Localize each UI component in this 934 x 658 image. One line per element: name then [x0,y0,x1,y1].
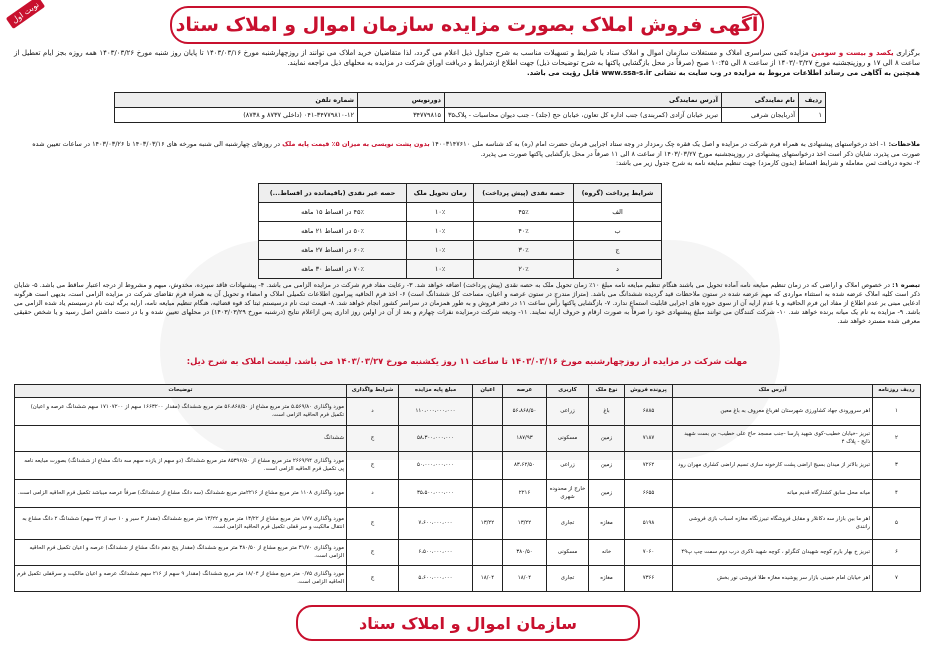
prop-cell: تبریز بالاتر از میدان بسیج اراضی پشت کارخونه سازی تسیم اراضی کشاری مهران رود [673,452,873,480]
prop-header: توضیحات [15,385,347,398]
terms-text: در خصوص املاک و اراضی که در زمان تنظیم مبایعه نامه آماده تحویل می باشند هنگام تنظیم مبایعه نامه مبلغ ۱۰٪ زمان تحویل ملک به حصه نقدی (پیش پرداخت) اضافه خواهد شد. ۳- رعایت مفاد فرم شرکت در مزایده الزامی می باشد. ۴- پیشنهادات فاقد سپرده، مخدوش، مبهم و مشروط از درجه اعتبار ساقط می باشد. ۵- شایان ذکر است کلیه املاک عرضه شده به استثناء مواردی که مهم عرضه شده در ستون ملاحظات قید گردیده ششدانگ می باشد. (متراژ مندرج در ستون عرصه و اعیان، مساحت کل ششدانگ است) ۶- اخذ فرم الحاقیه پیرامون اطلاعات تکمیلی املاک و امضاء و تحویل آن به همراه فرم تقاضای شرکت در مزایده الزامی است، بدیهی است هرگونه ادعایی مبنی بر عدم اطلاع از مفاد این فرم الحاقیه و یا عدم ارایه آن از سوی حوزه های اجرایی قابلیت استماع ندارد. ۷- بازگشایی پاکتها رأس ساعت ۱۱ در دفتر فروش و به طور همزمان در سراسر کشور انجام خواهد شد. ۸- قیمت ثبت نام درسیستم ثبتا کد قوه قضائیه، هنگام تنظیم مبایعه نامه، ارایه برگه ثبت نام درسیستم یاد شده الزامی می باشد. ۹- مزایده به نام یک میانه برنده خواهد شد. ۱۰- شرکت کنندگان می توانند مبلغ پیشنهادی خود را صرفاً به صورت ارقام و حروف ارایه نمایند. ۱۱- ودیعه شرکت درمزایده نفرات چهارم و بعد از آن در اولین روز اداری پس ازاعلام نتایج (درشنبه مورخ ۱۴۰۳/۰۳/۲۹) در محلهای تعیین شده و با در دست داشتن اصل رسید و یا شخص حقیقی معرفی شده مسترد خواهد شد. [14,281,920,325]
prop-cell: ۱۸/۰۴ [503,566,547,592]
prop-cell: مسکونی [547,540,589,566]
prop-cell: تبریز -خیابان خطیب-کوی شهید پارسا -جنب مسجد حاج علی خطیب- بن بست شهید ذابح - پلاک ۴ [673,426,873,452]
pay-cell: ۱۰٪ [407,241,474,260]
pay-cell: ۳۰٪ [474,241,574,260]
table-row [15,426,921,452]
pay-header: شرایط پرداخت (گروه) [574,184,662,203]
rep-header: نام نمایندگی [722,93,799,108]
prop-header: آدرس ملک [673,385,873,398]
pay-cell: ۲۰٪ [474,260,574,279]
prop-header: اعیان [473,385,503,398]
notes-section [14,140,920,169]
prop-cell: ۷۰۶۰ [625,540,673,566]
prop-cell [473,540,503,566]
intro-edition: یکصد و بیست و سومین [811,49,894,57]
pay-header: حصه نقدی (پیش پرداخت) [474,184,574,203]
prop-cell: ۵۸،۳۰۰،۰۰۰،۰۰۰ [399,426,473,452]
first-notice-stamp: نوبت اول [6,0,45,29]
prop-cell: ج [347,508,399,540]
pay-cell: ۷۰٪ در اقساط ۳۰ ماهه [259,260,407,279]
rep-cell: تبریز خیابان آزادی (کمربندی) جنب اداره کل تعاون، خیابان حج (جلد) - جنب دیوان محاسبات - پلاک۳۵ [445,108,722,123]
footer-org-name: سازمان اموال و املاک ستاد [296,605,640,641]
prop-cell: اهر ما بین بازار سه دکانلار و مقابل فروشگاه تبیرزنگاه مغازه اسباب بازی فروشی رانندی [673,508,873,540]
terms-paragraph [14,281,920,326]
prop-cell: ۵۱۹۸ [625,508,673,540]
prop-cell: مسکونی [547,426,589,452]
table-row [15,540,921,566]
prop-cell: د [347,398,399,426]
intro-paragraph [14,48,920,78]
prop-cell: ۳۸۰/۵۰ [503,540,547,566]
prop-cell: ۱۳/۲۲ [503,508,547,540]
prop-cell: ۱۳/۲۲ [473,508,503,540]
prop-cell: مغازه [589,566,625,592]
prop-cell: مورد واگذاری ۳۱/۷۰ متر مربع مشاع از ۳۸۰/۵۰ متر مربع ششدانگ (مقدار پنج دهم دانگ مشاع از ششدانگ) عرصه و اعیان تکمیل فرم الحاقیه الزامی است. [15,540,347,566]
pay-cell: ۵۰٪ در اقساط ۲۱ ماهه [259,222,407,241]
payment-terms-table [258,183,662,279]
prop-cell: ج [347,452,399,480]
table-row [259,203,662,222]
prop-cell: د [347,480,399,508]
prop-cell: مورد واگذاری ۱۱۰۸ متر مربع مشاع از ۲۲۱۶متر مربع ششدانگ (سه دانگ مشاع از ششدانگ) صرفاً عرصه میباشد تکمیل فرم الحاقیه الزامی است. [15,480,347,508]
prop-header: نوع ملک [589,385,625,398]
deadline-notice: مهلت شرکت در مزایده از روزچهارشنبه مورخ ۱۴۰۳/۰۳/۱۶ تا ساعت ۱۱ روز یکشنبه مورخ ۱۴۰۳/۰۳/۲۷ می باشد. لیست املاک به شرح ذیل: [186,356,748,366]
pay-cell: ۴۵٪ [474,203,574,222]
prop-cell: ۱۸/۰۴ [473,566,503,592]
prop-cell: خانه [589,540,625,566]
prop-cell: ۷ [873,566,921,592]
prop-header: ردیف روزنامه [873,385,921,398]
rep-cell: ۳۴۷۷۹۸۱۵ [358,108,445,123]
prop-cell: ۵ [873,508,921,540]
pay-cell: ۶۰٪ در اقساط ۲۷ ماهه [259,241,407,260]
table-row [259,222,662,241]
prop-cell [473,426,503,452]
prop-cell: ج [347,566,399,592]
prop-header: پرونده فروش [625,385,673,398]
page-title: آگهی فروش املاک بصورت مزایده سازمان اموال و املاک ستاد [170,6,764,44]
prop-cell: ۱۸۷/۹۳ [503,426,547,452]
prop-cell: مورد واگذاری ۵،۵۶۹/۸۰ متر مربع مشاع از ۵۶،۸۶۸/۵۰ متر مربع ششدانگ (مقدار ۱۶۶۳۲۰۰ سهم از ۱۷۱۰۷۲۰۰ سهم ششدانگ عرصه و اعیان) تکمیل فرم الحاقیه الزامی است. [15,398,347,426]
pay-cell: ۴۰٪ [474,222,574,241]
representatives-table [114,92,826,123]
prop-cell: ۶۸۸۵ [625,398,673,426]
table-row [115,108,826,123]
notes-label: ملاحظات: [888,140,920,148]
prop-cell: ۳ [873,452,921,480]
pay-cell: ب [574,222,662,241]
prop-cell: تجاری [547,508,589,540]
rep-cell: ۱ [799,108,826,123]
prop-cell: ج [347,540,399,566]
prop-cell: باغ [589,398,625,426]
prop-cell: ۱ [873,398,921,426]
prop-cell: زراعی [547,398,589,426]
pay-cell: د [574,260,662,279]
pay-cell: الف [574,203,662,222]
prop-cell: ۱۱۰،۰۰۰،۰۰۰،۰۰۰ [399,398,473,426]
rep-header: آدرس نمایندگی [445,93,722,108]
prop-cell: مورد واگذاری ۰/۷۵ متر مربع مشاع از ۱۸/۰۴ متر مربع ششدانگ (مقدار ۹ سهم از ۲۱۶ سهم ششدانگ عرصه و اعیان مالکیت و سرقفلی تکمیل فرم الحاقیه الزامی است. [15,566,347,592]
prop-cell: زراعی [547,452,589,480]
prop-cell: ۸۳،۶۲/۵۰ [503,452,547,480]
prop-cell [473,480,503,508]
prop-cell: تجاری [547,566,589,592]
prop-cell: ۷،۶۰۰،۰۰۰،۰۰۰ [399,508,473,540]
prop-cell: اهر سرورودی جهاد کشاورزی شهرستان اهرباغ معروف به باغ معین [673,398,873,426]
table-row [15,508,921,540]
rep-cell: آذربایجان شرقی [722,108,799,123]
prop-header: عرصه [503,385,547,398]
pay-header: زمان تحویل ملک [407,184,474,203]
prop-cell: زمین [589,426,625,452]
properties-table [14,384,921,592]
prop-cell: ۵،۶۰۰،۰۰۰،۰۰۰ [399,566,473,592]
prop-header: کاربری [547,385,589,398]
intro-website-note: همچنین به آگاهی می رساند اطلاعات مربوط به مزایده در وب سایت به نشانی www.ssa-s.ir قابل رؤیت می باشد. [526,69,920,77]
prop-cell: ۶ [873,540,921,566]
note-2: ۲- نحوه دریافت ثمن معامله و شرایط اقساط (بدون کارمزد) جهت تنظیم مبایعه نامه به شرح جدول زیر می باشد: [616,159,920,167]
note-1: ۱- اخذ درخواستهای پیشنهادی به همراه فرم شرکت در مزایده و اصل یک فقره چک رمزدار در وجه ستاد اجرایی فرمان حضرت امام (ره) به کد شناسه ملی ۱۴۰۰۳۱۴۷۶۱۰ [431,140,887,148]
table-row [15,452,921,480]
table-row [15,398,921,426]
intro-text-2: مزایده کتبی سراسری املاک و مستغلات سازمان اموال و املاک ستاد با شرایط و تسهیلات مناسب به شرح جداول ذیل اعلام می گردد، لذا متقاضیان خرید املاک می توانند از روزچهارشنبه مورخ ۱۴۰۳/۰۳/۱۶ تا پایان روز شنبه مورخ ۱۴۰۳/۰۳/۲۶ همه روزه بجز ایام تعطیل از ساعت ۸ الی ۱۷ و روزپنجشنبه مورخ ۱۴۰۳/۰۳/۲۷ از ساعت ۸ الی ۱۰:۴۵ صبح (صرفاً در محل بازگشایی پاکتها به شرح توضیحات ذیل) جهت اطلاع ازشرایط و دریافت اوراق شرکت در مزایده به محلهای ذیل مراجعه نمایند. [14,49,920,67]
prop-cell: ۳۵،۵۰۰،۰۰۰،۰۰۰ [399,480,473,508]
terms-label: تبصره ۱: [892,281,920,289]
prop-cell: زمین [589,452,625,480]
properties-header-row [15,385,921,398]
prop-header: مبلغ پایه مزایده [399,385,473,398]
table-row [259,260,662,279]
table-row [15,566,921,592]
pay-header: حصه غیر نقدی (باقیمانده در اقساط...) [259,184,407,203]
prop-cell: خارج از محدوده شهری [547,480,589,508]
prop-cell: تبریز خ بهار بارم کوچه شهیدان کنگرلو ، کوچه شهید ناکری درب دوم سمت چپ پ۴۹ [673,540,873,566]
prop-cell: ج [347,426,399,452]
prop-cell [473,452,503,480]
intro-text-1: برگزاری [896,49,920,57]
pay-cell: ج [574,241,662,260]
prop-cell: ۷۲۶۲ [625,452,673,480]
note-1-deposit: بدون پشت نویسی به میزان ۵٪ قیمت پایه ملک [282,140,430,148]
prop-cell: ۵۰،۰۰۰،۰۰۰،۰۰۰ [399,452,473,480]
rep-cell: ۰۴۱-۳۴۷۷۹۸۱۰-۱۲ (داخلی ۸۷۳۷ و ۸۷۳۸) [115,108,358,123]
pay-cell: ۱۰٪ [407,260,474,279]
table-row [15,480,921,508]
pay-cell: ۱۰٪ [407,222,474,241]
prop-cell: مورد واگذاری ۲۶۶۹/۹۴ متر مربع مشاع از ۸۵۳۹۶/۵۰ متر مربع ششدانگ (دو سهم از یازده سهم سه دانگ مشاع از ششدانگ) بصورت مبایعه نامه پی تکمیل فرم الحاقیه الزامی است. [15,452,347,480]
prop-cell: اهر خیابان امام خمینی بازار سر پوشیده مغازه طلا فروشی نور بخش [673,566,873,592]
prop-cell: ۵۶،۸۶۸/۵۰ [503,398,547,426]
rep-header: ردیف [799,93,826,108]
prop-header: شرایط واگذاری [347,385,399,398]
prop-cell: زمین [589,480,625,508]
prop-cell: مورد واگذاری ۱/۷۷ متر مربع مشاع از ۱۳/۲۲ متر مربع و ۱۳/۲۲ متر مربع ششدانگ (مقدار ۳ سیر و ۱۰ حبه از ۲۴ سهم) ششدانگ ۲ دانگ مشاع به انتقال مالکیت و سر قفلی تکمیل فرم الحاقیه الزامی است. [15,508,347,540]
prop-cell: ۶،۵۰۰،۰۰۰،۰۰۰ [399,540,473,566]
prop-cell: ۷۱۸۷ [625,426,673,452]
prop-cell: مغازه [589,508,625,540]
pay-cell: ۴۵٪ در اقساط ۱۵ ماهه [259,203,407,222]
prop-cell: ۶۶۵۵ [625,480,673,508]
note-1-schedule: در روزهای چهارشنبه الی شنبه مورخه های ۱۴۰۳/۰۳/۱۶ تا ۱۴۰۳/۰۳/۲۶ در ساعات تعیین شده صورت می پذیرد، شایان ذکر است اخذ درخواستهای پیشنهادی در روزپنجشنبه مورخ ۱۴۰۳/۰۳/۲۷ از ساعت ۸ الی ۱۱ صرفاً در محل بازگشایی پاکتها صورت می پذیرد. [32,140,920,158]
prop-cell: ۲ [873,426,921,452]
pay-cell: ۱۰٪ [407,203,474,222]
prop-cell: ششدانگ [15,426,347,452]
rep-header: دورنویس [358,93,445,108]
prop-cell: ۲۲۱۶ [503,480,547,508]
rep-header: شماره تلفن [115,93,358,108]
prop-cell: ۴ [873,480,921,508]
prop-cell: ۷۳۶۶ [625,566,673,592]
table-row [259,241,662,260]
prop-cell [473,398,503,426]
prop-cell: میانه محل سابق کشتارگاه قدیم میانه [673,480,873,508]
